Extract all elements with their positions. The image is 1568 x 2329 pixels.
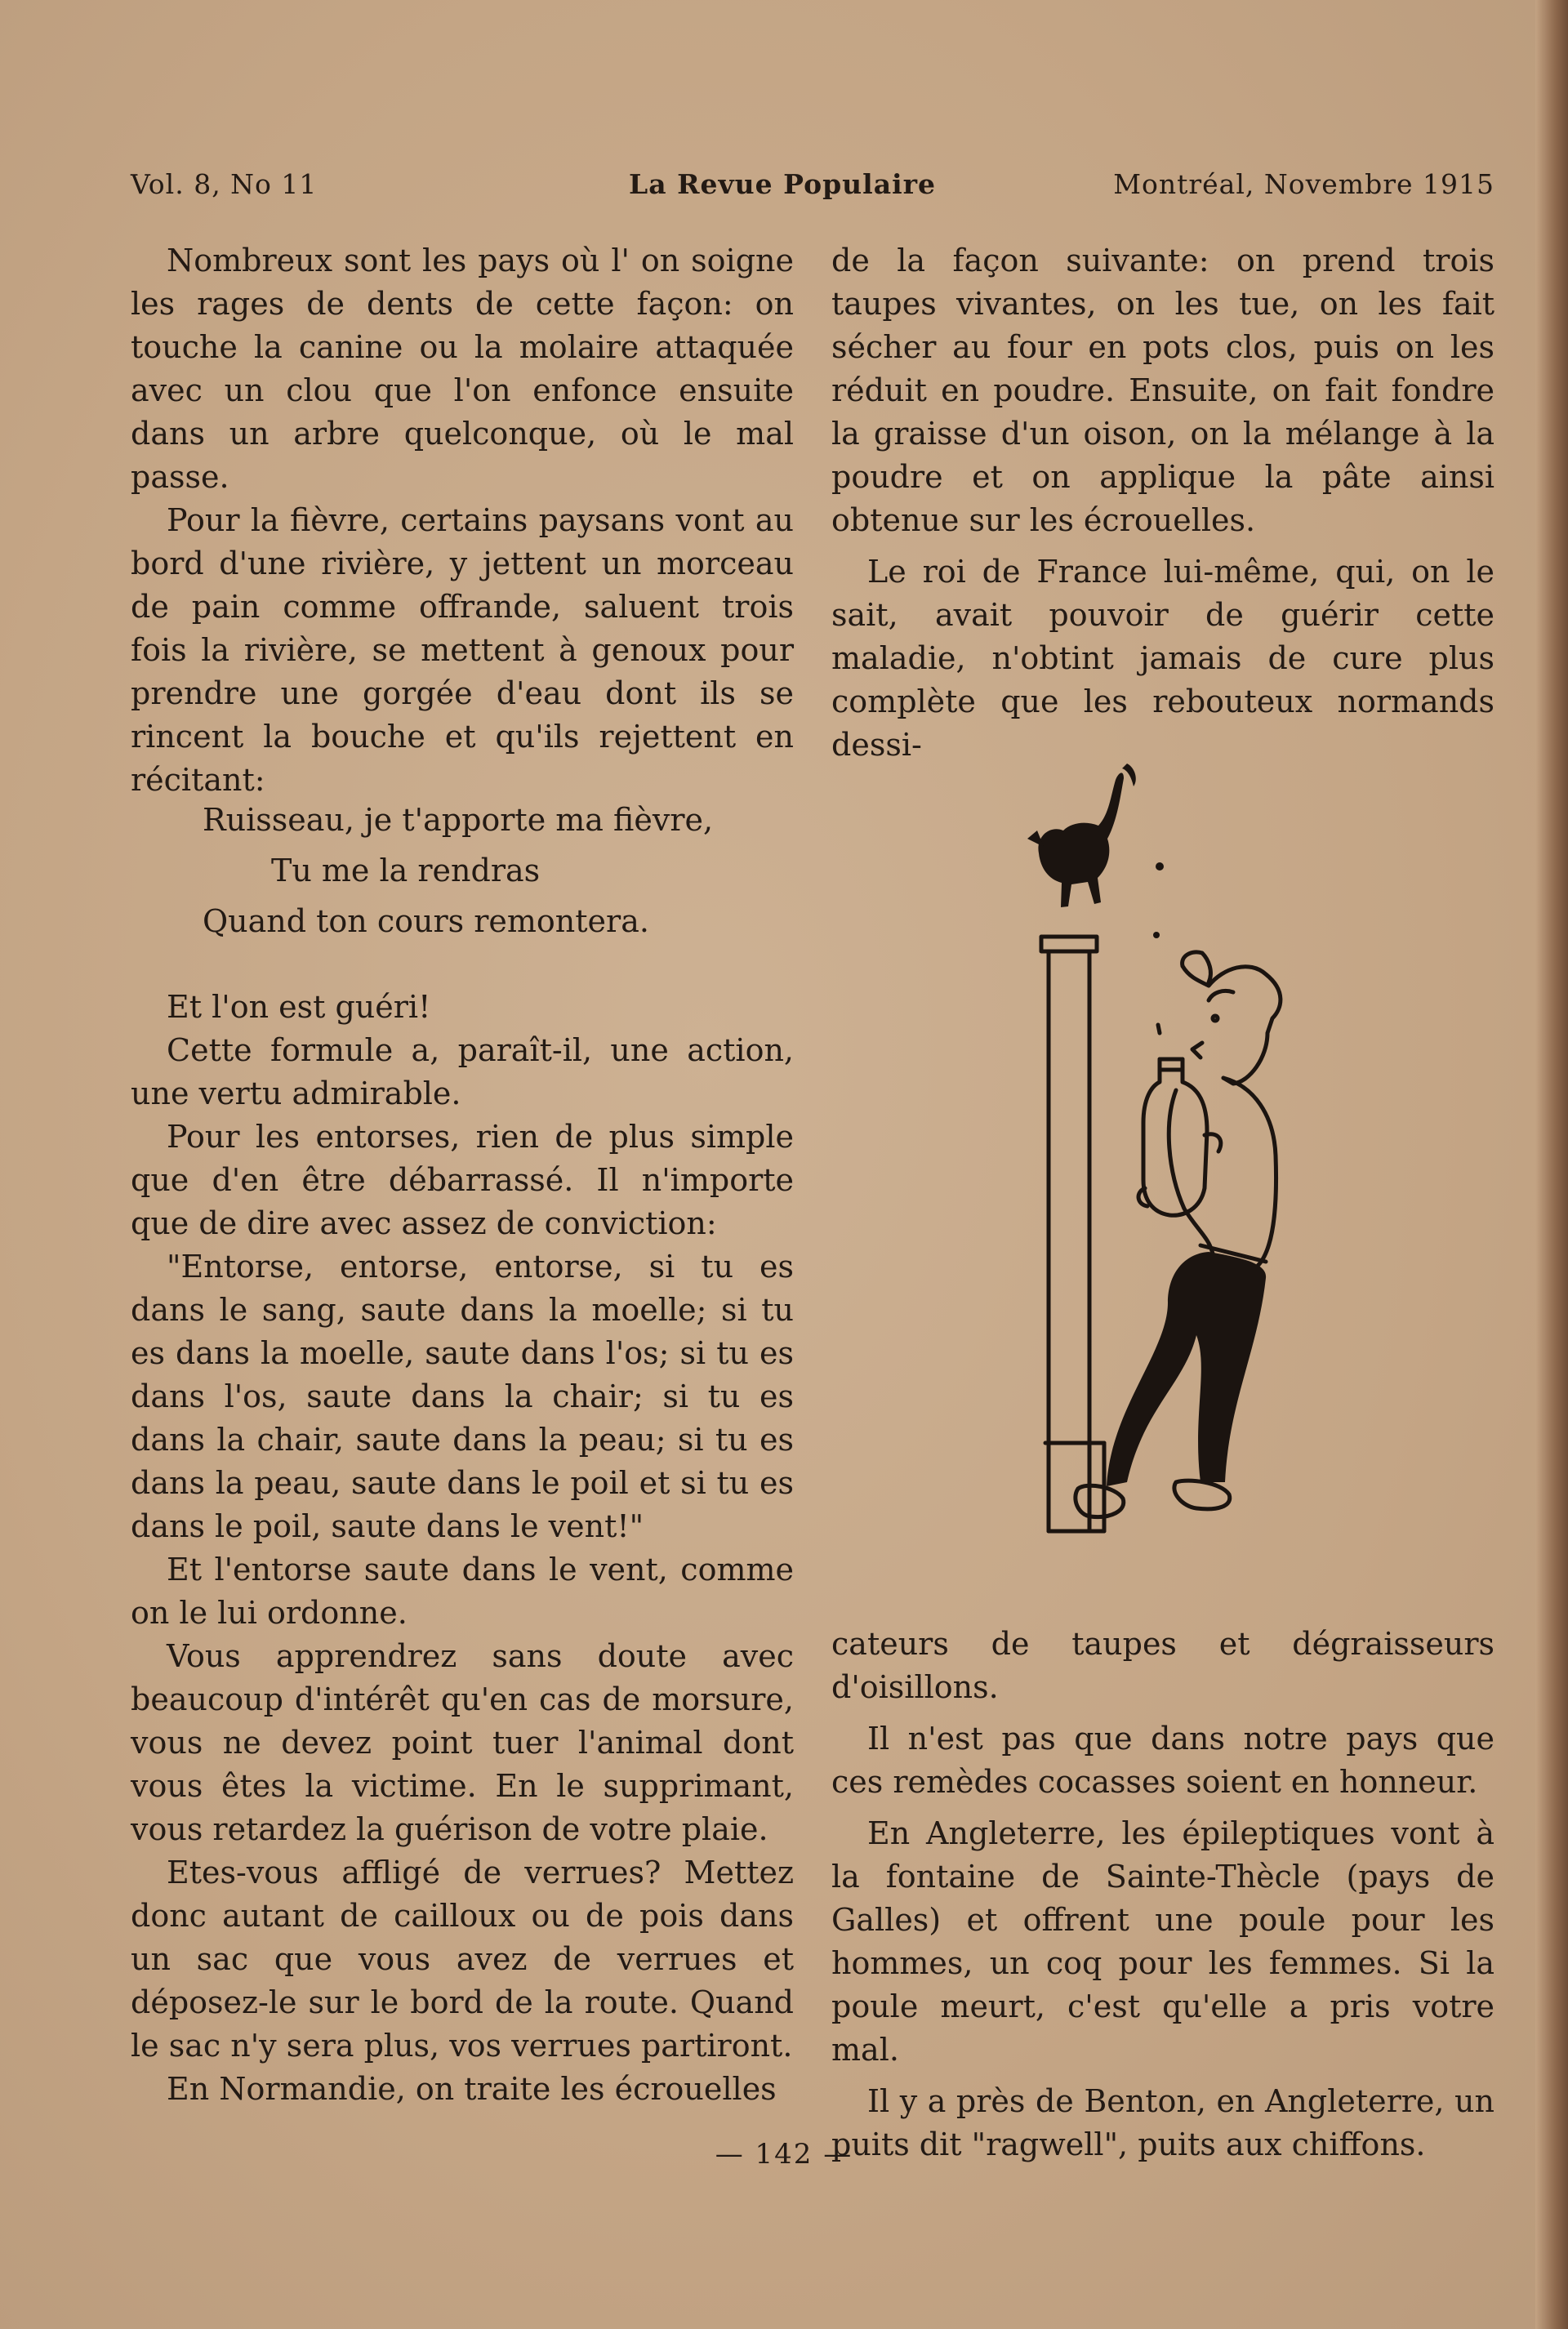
paragraph: "Entorse, entorse, entorse, si tu es dans le sang, saute dans la moelle; si tu es dans la moelle, saute dans l'os; si tu es dans l'os, saute dans la chair; si tu es dans la chair, saute dans la peau; si tu es dans la peau, saute dans le poil et si tu es dans le poil, saute dans le vent!" bbox=[131, 1249, 794, 1544]
right-column-bottom bbox=[831, 1623, 1494, 2166]
paragraph: Pour les entorses, rien de plus simple que d'en être débarrassé. Il n'importe que de dire avec assez de conviction: bbox=[131, 1119, 794, 1241]
verse-line: Tu me la rendras bbox=[271, 853, 541, 888]
header-volume: Vol. 8, No 11 bbox=[131, 168, 318, 200]
paragraph: Et l'on est guéri! bbox=[167, 989, 431, 1025]
paragraph: En Normandie, on traite les écrouelles bbox=[167, 2071, 777, 2107]
running-header bbox=[131, 168, 1494, 209]
paragraph: Vous apprendrez sans doute avec beaucoup d'intérêt qu'en cas de morsure, vous ne devez point tuer l'animal dont vous êtes la victime. En le supprimant, vous retardez la guérison de votre plaie. bbox=[131, 1638, 794, 1847]
left-column-top bbox=[131, 239, 794, 802]
header-title: La Revue Populaire bbox=[629, 168, 936, 200]
paragraph: cateurs de taupes et dégraisseurs d'oisillons. bbox=[831, 1626, 1494, 1705]
paragraph: Il n'est pas que dans notre pays que ces remèdes cocasses soient en honneur. bbox=[831, 1721, 1494, 1800]
paragraph: Pour la fièvre, certains paysans vont au bord d'une rivière, y jettent un morceau de pain comme offrande, saluent trois fois la rivière, se mettent à genoux pour prendre une gorgée d'eau dont ils se rincent la bouche et qu'ils rejettent en récitant: bbox=[131, 502, 794, 798]
left-column-bottom bbox=[131, 986, 794, 2111]
verse-line: Ruisseau, je t'apporte ma fièvre, bbox=[203, 802, 714, 838]
paragraph: En Angleterre, les épileptiques vont à la fontaine de Sainte-Thècle (pays de Galles) et offrent une poule pour les hommes, un coq pour les femmes. Si la poule meurt, c'est qu'elle a pris votre mal. bbox=[831, 1815, 1494, 2068]
paragraph: Et l'entorse saute dans le vent, comme on le lui ordonne. bbox=[131, 1552, 794, 1631]
incantation-verse bbox=[131, 795, 794, 946]
right-column-top bbox=[831, 239, 1494, 767]
verse-line: Quand ton cours remontera. bbox=[203, 903, 649, 939]
header-date: Montréal, Novembre 1915 bbox=[1113, 168, 1494, 200]
cartoon-man-holding-jar-beside-post-with-black-cat-icon bbox=[964, 764, 1323, 1547]
paragraph: Il y a près de Benton, en Angleterre, un puits dit "ragwell", puits aux chiffons. bbox=[831, 2083, 1494, 2162]
paragraph: Nombreux sont les pays où l' on soigne les rages de dents de cette façon: on touche la canine ou la molaire attaquée avec un clou que l'on enfonce ensuite dans un arbre quelconque, où le mal passe. bbox=[131, 243, 794, 495]
paragraph: Etes-vous affligé de verrues? Mettez donc autant de cailloux ou de pois dans un sac que vous avez de verrues et déposez-le sur le bord de la route. Quand le sac n'y sera plus, vos verrues partiront. bbox=[131, 1855, 794, 2064]
page-edge-shadow bbox=[1535, 0, 1568, 2329]
paragraph: Le roi de France lui-même, qui, on le sait, avait pouvoir de guérir cette maladie, n'obtint jamais de cure plus complète que les rebouteux normands dessi- bbox=[831, 554, 1494, 763]
paragraph: Cette formule a, paraît-il, une action, une vertu admirable. bbox=[131, 1032, 794, 1111]
page-number: — 142 — bbox=[715, 2138, 853, 2171]
paragraph: de la façon suivante: on prend trois taupes vivantes, on les tue, on les fait sécher au four en pots clos, puis on les réduit en poudre. Ensuite, on fait fondre la graisse d'un oison, on la mélange à la poudre et on applique la pâte ainsi obtenue sur les écrouelles. bbox=[831, 243, 1494, 538]
